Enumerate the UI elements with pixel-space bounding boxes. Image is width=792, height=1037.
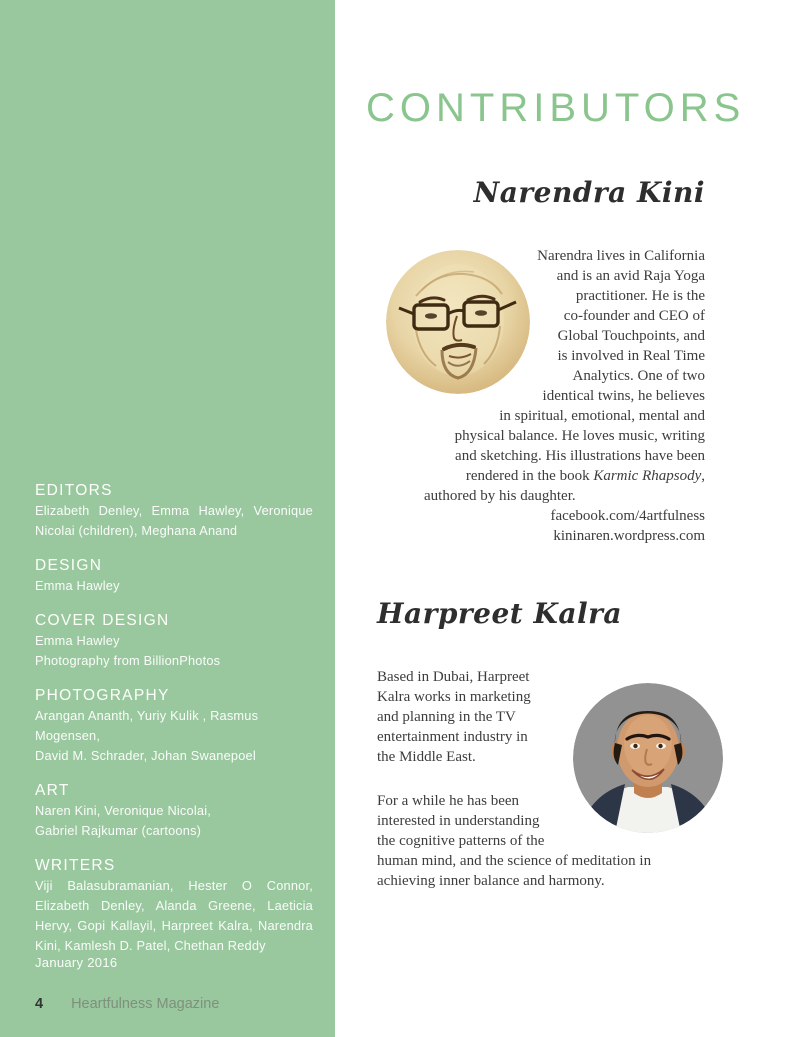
credits-line: Elizabeth Denley, Alanda Greene, Laeticia [35, 898, 313, 913]
credits-section-art [35, 781, 313, 841]
book-line-suffix: , [701, 468, 705, 484]
credits-sidebar [0, 0, 335, 1037]
credits-list [35, 481, 313, 971]
bio-line: identical twins, he believes [542, 388, 705, 404]
wordpress-link[interactable]: kininaren.wordpress.com [553, 528, 705, 544]
credits-heading-art: ART [35, 782, 70, 799]
page-title: CONTRIBUTORS [366, 86, 746, 130]
credits-line: Photography from BillionPhotos [35, 653, 221, 668]
bio-line: Analytics. One of two [572, 368, 705, 384]
page-number: 4 [35, 996, 44, 1012]
credits-line: Elizabeth Denley, Emma Hawley, Veronique [35, 503, 313, 518]
bio-line: Kalra works in marketing [377, 689, 531, 705]
bio-line: Global Touchpoints, and [557, 328, 705, 344]
credits-line: Emma Hawley [35, 578, 120, 593]
magazine-name: Heartfulness Magazine [71, 996, 220, 1012]
harpreet-bio-paragraph-2 [377, 791, 651, 891]
contributor-name-harpreet: Harpreet Kalra [377, 597, 622, 630]
issue-date: January 2016 [35, 955, 118, 970]
page-footer [35, 996, 219, 1012]
credits-section-writers [35, 856, 313, 956]
bio-line: and sketching. His illustrations have been [455, 448, 705, 464]
bio-line: Based in Dubai, Harpreet [377, 669, 530, 685]
credits-section-cover-design [35, 611, 313, 671]
narendra-bio [375, 246, 705, 546]
bio-line: physical balance. He loves music, writing [454, 428, 705, 444]
credits-line: David M. Schrader, Johan Swanepoel [35, 748, 256, 763]
bio-line: interested in understanding [377, 813, 540, 829]
credits-line: Hervy, Gopi Kallayil, Harpreet Kalra, Narendra [35, 918, 313, 933]
bio-line: in spiritual, emotional, mental and [499, 408, 705, 424]
bio-line: human mind, and the science of meditation in [377, 853, 652, 869]
credits-heading-cover-design: COVER DESIGN [35, 612, 170, 629]
bio-line: is involved in Real Time [557, 348, 705, 364]
bio-line: and planning in the TV [377, 709, 516, 725]
bio-line: achieving inner balance and harmony. [377, 873, 605, 889]
bio-line: and is an avid Raja Yoga [556, 268, 705, 284]
bio-line: entertainment industry in [377, 729, 528, 745]
credits-heading-photography: PHOTOGRAPHY [35, 687, 170, 704]
credits-line: Emma Hawley [35, 633, 120, 648]
harpreet-bio-paragraph-1 [377, 667, 531, 767]
bio-line: Narendra lives in California [537, 248, 705, 264]
credits-line: Viji Balasubramanian, Hester O Connor, [35, 878, 313, 893]
facebook-link[interactable]: facebook.com/4artfulness [550, 508, 705, 524]
bio-line: practitioner. He is the [575, 288, 705, 304]
credits-line: Gabriel Rajkumar (cartoons) [35, 823, 202, 838]
bio-line: the cognitive patterns of the [377, 833, 545, 849]
bio-line-book [375, 466, 705, 486]
contributor-name-narendra: Narendra Kini [473, 176, 705, 209]
bio-line: authored by his daughter. [424, 488, 576, 504]
bio-line: co-founder and CEO of [563, 308, 705, 324]
credits-heading-design: DESIGN [35, 557, 103, 574]
book-line-prefix: rendered in the book [465, 468, 594, 484]
credits-section-design [35, 556, 313, 596]
bio-line: the Middle East. [377, 749, 476, 765]
credits-section-editors [35, 481, 313, 541]
credits-line: Naren Kini, Veronique Nicolai, [35, 803, 212, 818]
credits-line: Nicolai (children), Meghana Anand [35, 523, 238, 538]
credits-heading-editors: EDITORS [35, 482, 113, 499]
book-title: Karmic Rhapsody [593, 468, 702, 484]
credits-section-photography [35, 686, 313, 766]
credits-heading-writers: WRITERS [35, 857, 116, 874]
bio-line: For a while he has been [377, 793, 520, 809]
credits-line: Arangan Ananth, Yuriy Kulik , Rasmus Mogensen, [35, 708, 259, 743]
credits-line: Kini, Kamlesh D. Patel, Chethan Reddy [35, 938, 266, 953]
